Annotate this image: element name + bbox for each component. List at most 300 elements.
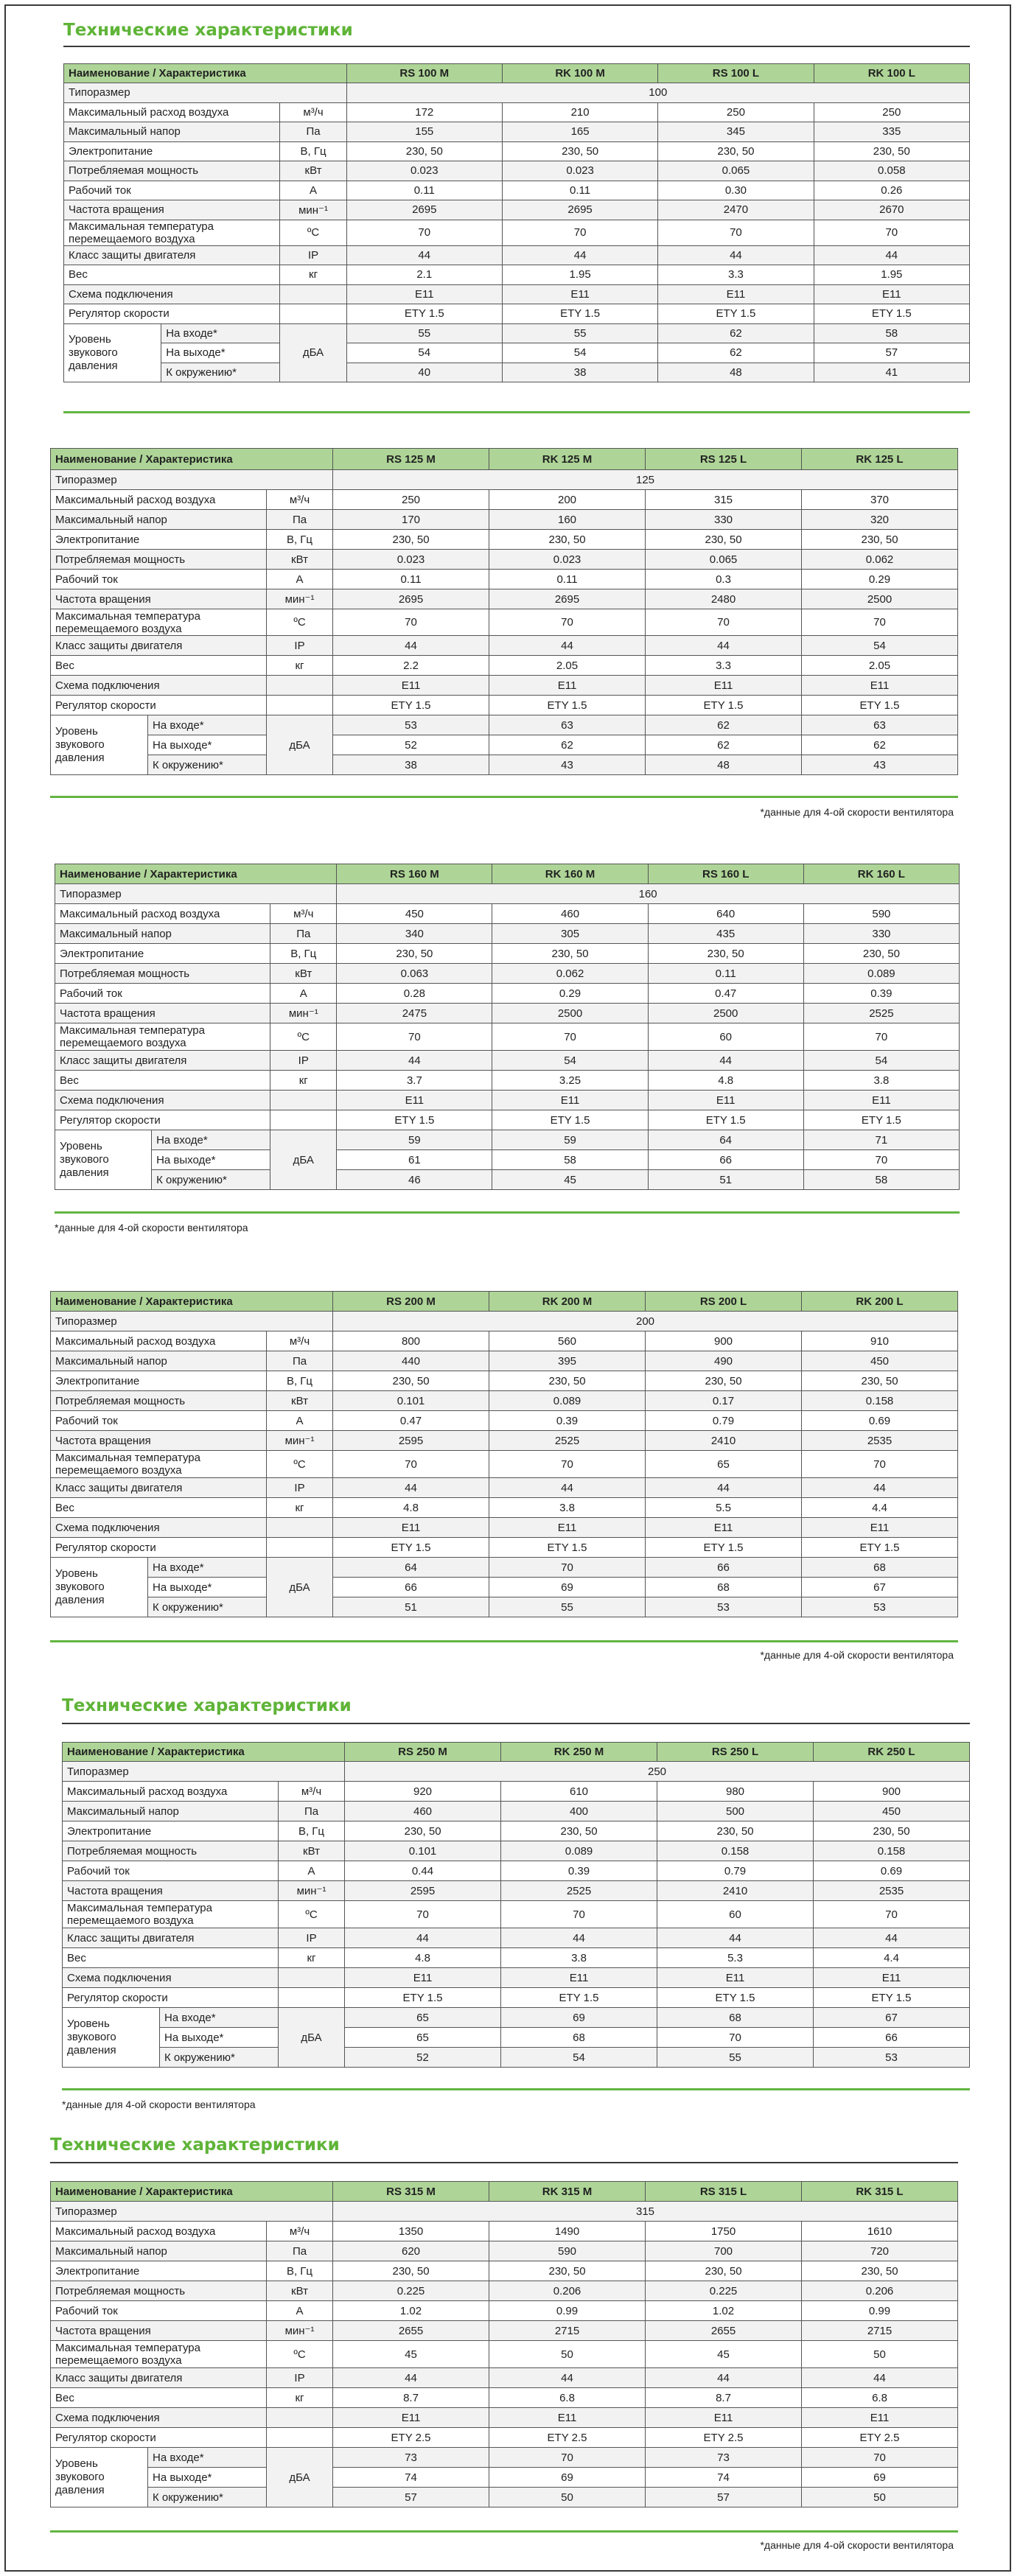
- unit-cell: [280, 304, 346, 324]
- value-cell: 460: [492, 904, 648, 924]
- unit-cell: кВт: [280, 161, 346, 181]
- table-header-row: [63, 1743, 970, 1762]
- row-label: Класс защиты двигателя: [51, 636, 267, 656]
- value-cell: ETY 2.5: [646, 2428, 802, 2448]
- value-cell: 53: [333, 715, 489, 735]
- table-row: [64, 102, 970, 122]
- value-cell: 8.7: [333, 2388, 489, 2408]
- unit-cell: мин⁻¹: [267, 589, 333, 609]
- value-cell: 60: [648, 1023, 803, 1051]
- value-cell: 69: [489, 1578, 646, 1597]
- row-label: Максимальная температура перемещаемого воздуха: [63, 1901, 279, 1928]
- value-cell: 2715: [802, 2321, 958, 2341]
- table-row: [51, 510, 958, 530]
- value-cell: 44: [802, 1478, 958, 1498]
- row-label: Класс защиты двигателя: [51, 1478, 267, 1498]
- value-cell: 435: [648, 924, 803, 944]
- table-row: [51, 735, 958, 755]
- typesize-value: 250: [345, 1762, 970, 1782]
- value-cell: 44: [346, 245, 502, 265]
- value-cell: 2535: [802, 1431, 958, 1451]
- table-row: [51, 470, 958, 490]
- value-cell: 44: [814, 245, 969, 265]
- value-cell: E11: [648, 1091, 803, 1110]
- value-cell: 70: [802, 609, 958, 636]
- value-cell: 1.95: [814, 265, 969, 285]
- row-label: К окружению*: [148, 755, 267, 775]
- value-cell: 70: [489, 1558, 646, 1578]
- row-label: Максимальный напор: [55, 924, 270, 944]
- value-cell: 0.39: [489, 1411, 646, 1431]
- value-cell: 0.39: [501, 1861, 657, 1881]
- unit-cell: [279, 1988, 345, 2008]
- value-cell: 230, 50: [646, 1371, 802, 1391]
- value-cell: 0.101: [333, 1391, 489, 1411]
- value-cell: 1490: [489, 2222, 646, 2241]
- value-cell: 2715: [489, 2321, 646, 2341]
- row-label: Потребляемая мощность: [55, 964, 270, 984]
- value-cell: E11: [489, 2408, 646, 2428]
- footnote: *данные для 4-ой скорости вентилятора: [55, 1222, 248, 1233]
- value-cell: 44: [646, 2368, 802, 2388]
- value-cell: ETY 1.5: [814, 1988, 970, 2008]
- value-cell: 900: [646, 1331, 802, 1351]
- value-cell: 54: [802, 636, 958, 656]
- row-label: На выходе*: [161, 343, 280, 363]
- value-cell: 58: [803, 1170, 959, 1190]
- value-cell: 74: [333, 2468, 489, 2488]
- value-cell: E11: [646, 2408, 802, 2428]
- table-header-row: [55, 864, 960, 884]
- table-row: [64, 323, 970, 343]
- section-rule: [62, 2088, 970, 2090]
- column-header-model: RS 125 L: [646, 449, 802, 470]
- value-cell: 61: [337, 1150, 492, 1170]
- value-cell: 230, 50: [646, 530, 802, 550]
- table-row: [51, 1451, 958, 1478]
- value-cell: E11: [657, 1968, 814, 1988]
- value-cell: E11: [646, 676, 802, 696]
- value-cell: ETY 1.5: [333, 696, 489, 715]
- row-label: На входе*: [148, 715, 267, 735]
- value-cell: 4.4: [802, 1498, 958, 1518]
- value-cell: 70: [803, 1023, 959, 1051]
- table-row: [64, 304, 970, 324]
- value-cell: 66: [646, 1558, 802, 1578]
- column-header-model: RK 125 M: [489, 449, 646, 470]
- unit-cell: мин⁻¹: [267, 1431, 333, 1451]
- value-cell: 55: [346, 323, 502, 343]
- column-header-model: RK 100 L: [814, 64, 969, 83]
- row-label: Рабочий ток: [51, 2301, 267, 2321]
- value-cell: 67: [802, 1578, 958, 1597]
- value-cell: 0.26: [814, 181, 969, 200]
- value-cell: 0.089: [803, 964, 959, 984]
- table-row: [51, 1498, 958, 1518]
- value-cell: 48: [646, 755, 802, 775]
- value-cell: 0.206: [802, 2281, 958, 2301]
- value-cell: 2.2: [333, 656, 489, 676]
- unit-cell: дБА: [267, 1558, 333, 1617]
- table-row: [63, 1881, 970, 1901]
- value-cell: 62: [658, 323, 814, 343]
- value-cell: E11: [814, 284, 969, 304]
- value-cell: 500: [657, 1802, 814, 1821]
- column-header-model: RS 200 M: [333, 1292, 489, 1312]
- column-header-model: RK 160 L: [803, 864, 959, 884]
- section-rule: [50, 796, 958, 798]
- value-cell: 57: [814, 343, 969, 363]
- value-cell: 50: [802, 2488, 958, 2507]
- value-cell: 230, 50: [489, 2261, 646, 2281]
- sound-level-label: Уровень звукового давления: [51, 2448, 148, 2507]
- value-cell: 800: [333, 1331, 489, 1351]
- unit-cell: Па: [267, 2241, 333, 2261]
- value-cell: 0.206: [489, 2281, 646, 2301]
- table-row: [63, 1928, 970, 1948]
- table-row: [51, 2202, 958, 2222]
- value-cell: 0.225: [646, 2281, 802, 2301]
- row-label: Максимальный расход воздуха: [51, 2222, 267, 2241]
- value-cell: 70: [803, 1150, 959, 1170]
- value-cell: 4.8: [333, 1498, 489, 1518]
- column-header-model: RK 100 M: [502, 64, 657, 83]
- value-cell: 44: [345, 1928, 501, 1948]
- unit-cell: [267, 676, 333, 696]
- value-cell: 0.29: [492, 984, 648, 1004]
- value-cell: 8.7: [646, 2388, 802, 2408]
- value-cell: 460: [345, 1802, 501, 1821]
- value-cell: 70: [657, 2028, 814, 2048]
- value-cell: 230, 50: [489, 530, 646, 550]
- value-cell: ETY 1.5: [346, 304, 502, 324]
- unit-cell: кг: [267, 656, 333, 676]
- row-label: Максимальный расход воздуха: [64, 102, 280, 122]
- value-cell: 52: [333, 735, 489, 755]
- value-cell: 0.158: [802, 1391, 958, 1411]
- row-label: Рабочий ток: [51, 570, 267, 589]
- value-cell: 1750: [646, 2222, 802, 2241]
- value-cell: ETY 1.5: [802, 696, 958, 715]
- value-cell: 250: [333, 490, 489, 510]
- sound-level-label: Уровень звукового давления: [51, 1558, 148, 1617]
- value-cell: 230, 50: [814, 141, 969, 161]
- value-cell: 3.3: [658, 265, 814, 285]
- value-cell: E11: [489, 676, 646, 696]
- table-row: [63, 1782, 970, 1802]
- value-cell: ETY 1.5: [646, 696, 802, 715]
- table-row: [64, 83, 970, 103]
- table-row: [55, 944, 960, 964]
- unit-cell: А: [279, 1861, 345, 1881]
- unit-cell: А: [267, 2301, 333, 2321]
- table-header-row: [51, 1292, 958, 1312]
- value-cell: E11: [346, 284, 502, 304]
- row-label: Частота вращения: [51, 589, 267, 609]
- value-cell: 230, 50: [802, 2261, 958, 2281]
- column-header-name: Наименование / Характеристика: [64, 64, 347, 83]
- table-row: [51, 1597, 958, 1617]
- table-row: [64, 141, 970, 161]
- value-cell: 62: [646, 715, 802, 735]
- table-row: [63, 1821, 970, 1841]
- row-label: Максимальный расход воздуха: [63, 1782, 279, 1802]
- value-cell: 1.95: [502, 265, 657, 285]
- value-cell: 64: [648, 1130, 803, 1150]
- value-cell: 1610: [802, 2222, 958, 2241]
- value-cell: 2500: [492, 1004, 648, 1023]
- value-cell: 65: [345, 2028, 501, 2048]
- table-header-row: [51, 2182, 958, 2202]
- value-cell: 230, 50: [492, 944, 648, 964]
- value-cell: 70: [345, 1901, 501, 1928]
- row-label: На выходе*: [148, 2468, 267, 2488]
- value-cell: 54: [501, 2048, 657, 2068]
- value-cell: 71: [803, 1130, 959, 1150]
- table-row: [51, 2428, 958, 2448]
- unit-cell: IP: [279, 1928, 345, 1948]
- value-cell: 0.089: [501, 1841, 657, 1861]
- value-cell: 2695: [502, 200, 657, 220]
- spec-table-315: [50, 2181, 958, 2507]
- table-row: [51, 570, 958, 589]
- unit-cell: кг: [267, 2388, 333, 2408]
- value-cell: E11: [803, 1091, 959, 1110]
- value-cell: 45: [492, 1170, 648, 1190]
- value-cell: 44: [333, 1478, 489, 1498]
- table-row: [64, 284, 970, 304]
- unit-cell: ºС: [267, 1451, 333, 1478]
- table-row: [51, 1371, 958, 1391]
- section-rule: [63, 411, 970, 413]
- value-cell: 0.062: [802, 550, 958, 570]
- value-cell: E11: [345, 1968, 501, 1988]
- table-row: [64, 161, 970, 181]
- value-cell: E11: [814, 1968, 970, 1988]
- unit-cell: м³/ч: [267, 2222, 333, 2241]
- value-cell: 2595: [333, 1431, 489, 1451]
- table-row: [55, 1110, 960, 1130]
- spec-table: [55, 864, 960, 1190]
- spec-table: [50, 1291, 958, 1617]
- value-cell: 2595: [345, 1881, 501, 1901]
- value-cell: 67: [814, 2008, 970, 2028]
- row-label: Максимальный расход воздуха: [55, 904, 270, 924]
- value-cell: 44: [646, 636, 802, 656]
- row-label: Схема подключения: [64, 284, 280, 304]
- unit-cell: А: [270, 984, 337, 1004]
- value-cell: 2475: [337, 1004, 492, 1023]
- table-row: [55, 884, 960, 904]
- value-cell: 160: [489, 510, 646, 530]
- row-label: Максимальная температура перемещаемого воздуха: [51, 609, 267, 636]
- unit-cell: ºС: [267, 609, 333, 636]
- value-cell: E11: [502, 284, 657, 304]
- row-label: К окружению*: [160, 2048, 279, 2068]
- spec-table-250: [62, 1742, 970, 2068]
- value-cell: 70: [501, 1901, 657, 1928]
- row-label: Схема подключения: [51, 676, 267, 696]
- value-cell: 6.8: [489, 2388, 646, 2408]
- column-header-model: RK 315 L: [802, 2182, 958, 2202]
- unit-cell: IP: [267, 1478, 333, 1498]
- value-cell: 0.11: [648, 964, 803, 984]
- table-row: [51, 589, 958, 609]
- table-row: [51, 2388, 958, 2408]
- value-cell: 0.023: [346, 161, 502, 181]
- unit-cell: кг: [279, 1948, 345, 1968]
- value-cell: 440: [333, 1351, 489, 1371]
- unit-cell: дБА: [270, 1130, 337, 1190]
- section-rule: [55, 1211, 960, 1214]
- table-row: [63, 2008, 970, 2028]
- table-row: [51, 755, 958, 775]
- value-cell: 52: [345, 2048, 501, 2068]
- unit-cell: ºС: [267, 2341, 333, 2368]
- footnote: *данные для 4-ой скорости вентилятора: [760, 806, 954, 818]
- row-label: Регулятор скорости: [51, 2428, 267, 2448]
- table-row: [51, 2241, 958, 2261]
- row-label: Класс защиты двигателя: [64, 245, 280, 265]
- value-cell: 230, 50: [346, 141, 502, 161]
- value-cell: 68: [802, 1558, 958, 1578]
- value-cell: 0.089: [489, 1391, 646, 1411]
- value-cell: 0.99: [489, 2301, 646, 2321]
- value-cell: 54: [803, 1051, 959, 1071]
- heading-rule: [50, 2162, 958, 2163]
- row-label: Регулятор скорости: [51, 1538, 267, 1558]
- value-cell: 70: [346, 220, 502, 245]
- value-cell: 0.79: [646, 1411, 802, 1431]
- column-header-model: RK 125 L: [802, 449, 958, 470]
- value-cell: 44: [501, 1928, 657, 1948]
- row-label: Максимальный напор: [64, 122, 280, 142]
- value-cell: 70: [489, 1451, 646, 1478]
- unit-cell: дБА: [267, 715, 333, 775]
- row-label: Типоразмер: [51, 1312, 333, 1331]
- value-cell: 340: [337, 924, 492, 944]
- row-label: Максимальная температура перемещаемого воздуха: [51, 2341, 267, 2368]
- row-label: К окружению*: [152, 1170, 270, 1190]
- value-cell: 165: [502, 122, 657, 142]
- value-cell: 0.062: [492, 964, 648, 984]
- row-label: Вес: [51, 2388, 267, 2408]
- unit-cell: В, Гц: [267, 2261, 333, 2281]
- value-cell: 620: [333, 2241, 489, 2261]
- unit-cell: мин⁻¹: [270, 1004, 337, 1023]
- unit-cell: IP: [267, 636, 333, 656]
- unit-cell: кВт: [267, 550, 333, 570]
- value-cell: 73: [333, 2448, 489, 2468]
- unit-cell: А: [267, 1411, 333, 1431]
- table-row: [51, 2368, 958, 2388]
- value-cell: 0.023: [502, 161, 657, 181]
- table-row: [51, 530, 958, 550]
- value-cell: 58: [814, 323, 969, 343]
- table-row: [51, 1351, 958, 1371]
- row-label: Частота вращения: [63, 1881, 279, 1901]
- table-row: [63, 1988, 970, 2008]
- value-cell: 230, 50: [658, 141, 814, 161]
- table-row: [55, 1091, 960, 1110]
- value-cell: E11: [802, 676, 958, 696]
- unit-cell: [280, 284, 346, 304]
- value-cell: 50: [802, 2341, 958, 2368]
- value-cell: 370: [802, 490, 958, 510]
- table-row: [55, 1004, 960, 1023]
- unit-cell: [279, 1968, 345, 1988]
- value-cell: 2470: [658, 200, 814, 220]
- table-row: [63, 2028, 970, 2048]
- row-label: Регулятор скорости: [63, 1988, 279, 2008]
- value-cell: 3.8: [501, 1948, 657, 1968]
- row-label: На выходе*: [148, 1578, 267, 1597]
- value-cell: ETY 1.5: [501, 1988, 657, 2008]
- column-header-model: RK 250 L: [814, 1743, 970, 1762]
- value-cell: 0.11: [489, 570, 646, 589]
- value-cell: 53: [802, 1597, 958, 1617]
- value-cell: 0.47: [333, 1411, 489, 1431]
- unit-cell: В, Гц: [267, 530, 333, 550]
- value-cell: 44: [502, 245, 657, 265]
- value-cell: 0.225: [333, 2281, 489, 2301]
- value-cell: 2480: [646, 589, 802, 609]
- value-cell: 210: [502, 102, 657, 122]
- value-cell: ETY 1.5: [802, 1538, 958, 1558]
- value-cell: 70: [814, 220, 969, 245]
- column-header-model: RS 100 L: [658, 64, 814, 83]
- value-cell: 170: [333, 510, 489, 530]
- table-row: [51, 1431, 958, 1451]
- table-row: [64, 220, 970, 245]
- unit-cell: мин⁻¹: [279, 1881, 345, 1901]
- table-row: [64, 343, 970, 363]
- value-cell: E11: [333, 2408, 489, 2428]
- value-cell: 315: [646, 490, 802, 510]
- row-label: Рабочий ток: [63, 1861, 279, 1881]
- value-cell: 44: [333, 2368, 489, 2388]
- row-label: Электропитание: [64, 141, 280, 161]
- value-cell: 44: [802, 2368, 958, 2388]
- sound-level-label: Уровень звукового давления: [64, 323, 161, 382]
- value-cell: 230, 50: [333, 530, 489, 550]
- value-cell: 63: [802, 715, 958, 735]
- unit-cell: Па: [280, 122, 346, 142]
- value-cell: E11: [501, 1968, 657, 1988]
- row-label: К окружению*: [148, 2488, 267, 2507]
- value-cell: 980: [657, 1782, 814, 1802]
- value-cell: 69: [489, 2468, 646, 2488]
- table-row: [51, 656, 958, 676]
- value-cell: ETY 1.5: [337, 1110, 492, 1130]
- column-header-model: RS 315 L: [646, 2182, 802, 2202]
- value-cell: 0.058: [814, 161, 969, 181]
- value-cell: E11: [333, 1518, 489, 1538]
- spec-table: [50, 448, 958, 775]
- value-cell: 0.11: [502, 181, 657, 200]
- value-cell: 63: [489, 715, 646, 735]
- value-cell: E11: [802, 1518, 958, 1538]
- column-header-model: RS 160 L: [648, 864, 803, 884]
- value-cell: ETY 1.5: [489, 1538, 646, 1558]
- row-label: Схема подключения: [63, 1968, 279, 1988]
- row-label: Вес: [63, 1948, 279, 1968]
- unit-cell: дБА: [280, 323, 346, 382]
- value-cell: ETY 1.5: [492, 1110, 648, 1130]
- value-cell: 59: [492, 1130, 648, 1150]
- value-cell: 230, 50: [814, 1821, 970, 1841]
- table-row: [51, 1538, 958, 1558]
